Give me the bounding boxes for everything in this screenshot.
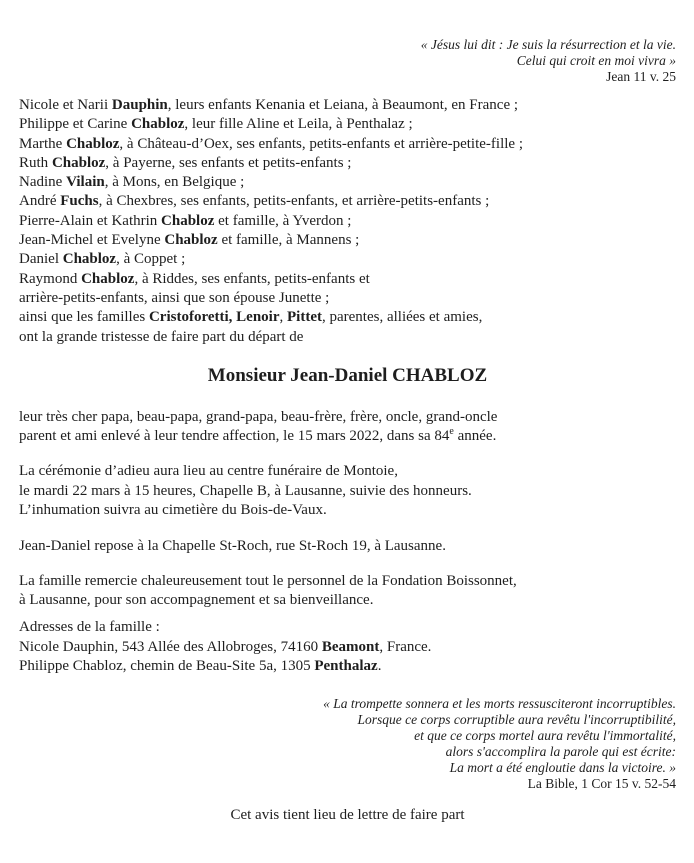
quote-reference: Jean 11 v. 25 (606, 69, 676, 84)
repose-line: Jean-Daniel repose à la Chapelle St-Roch, rue St-Roch 19, à Lausanne. (19, 538, 446, 555)
family-line: Ruth Chabloz, à Payerne, ses enfants et petits-enfants ; (19, 154, 352, 171)
quote-reference: La Bible, 1 Cor 15 v. 52-54 (527, 776, 676, 792)
family-line: Raymond Chabloz, à Riddes, ses enfants, petits-enfants et (19, 270, 370, 287)
scripture-quote-bottom (19, 696, 676, 792)
quote-line: « Jésus lui dit : Je suis la résurrection et la vie. (420, 37, 676, 52)
family-list (19, 96, 676, 347)
ceremony-line: La cérémonie d’adieu aura lieu au centre funéraire de Montoie, (19, 463, 398, 480)
addresses-section (19, 618, 676, 676)
family-line: Pierre-Alain et Kathrin Chabloz et famille, à Yverdon ; (19, 212, 352, 229)
quote-line: alors s'accomplira la parole qui est écrite: (445, 744, 676, 760)
ceremony-line: L’inhumation suivra au cimetière du Bois-de-Vaux. (19, 502, 327, 519)
intro-line: parent et ami enlevé à leur tendre affection, le 15 mars 2022, dans sa 84e année. (19, 426, 497, 445)
family-line: Nicole et Narii Dauphin, leurs enfants Kenania et Leiana, à Beaumont, en France ; (19, 97, 519, 113)
ceremony-line: le mardi 22 mars à 15 heures, Chapelle B, à Lausanne, suivie des honneurs. (19, 482, 472, 499)
family-line: Jean-Michel et Evelyne Chabloz et famille, à Mannens ; (19, 232, 360, 249)
thanks-paragraph (19, 572, 676, 611)
intro-paragraph (19, 408, 676, 447)
family-line: Philippe et Carine Chabloz, leur fille Aline et Leila, à Penthalaz ; (19, 116, 413, 133)
quote-line: Celui qui croit en moi vivra » (516, 53, 676, 68)
deceased-name-title: Monsieur Jean-Daniel CHABLOZ (207, 364, 488, 386)
quote-line: « La trompette sonnera et les morts ressusciteront incorruptibles. (323, 696, 676, 712)
family-line: Nadine Vilain, à Mons, en Belgique ; (19, 174, 245, 191)
quote-line: et que ce corps mortel aura revêtu l'immortalité, (414, 728, 676, 744)
address-line: Philippe Chabloz, chemin de Beau-Site 5a, 1305 Penthalaz. (19, 657, 382, 674)
family-line: André Fuchs, à Chexbres, ses enfants, petits-enfants, et arrière-petits-enfants ; (19, 193, 490, 210)
footer-note: Cet avis tient lieu de lettre de faire part (230, 807, 465, 824)
scripture-quote-top (19, 0, 676, 85)
family-line: arrière-petits-enfants, ainsi que son épouse Junette ; (19, 289, 330, 306)
addresses-label: Adresses de la famille : (19, 619, 160, 636)
quote-line: La mort a été engloutie dans la victoire. » (449, 760, 676, 776)
ceremony-paragraph (19, 462, 676, 520)
thanks-line: à Lausanne, pour son accompagnement et sa bienveillance. (19, 591, 374, 608)
family-line: ont la grande tristesse de faire part du départ de (19, 328, 304, 345)
quote-line: Lorsque ce corps corruptible aura revêtu l'incorruptibilité, (357, 712, 676, 728)
intro-line: leur très cher papa, beau-papa, grand-papa, beau-frère, frère, oncle, grand-oncle (19, 408, 498, 425)
family-line: ainsi que les familles Cristoforetti, Lenoir, Pittet, parentes, alliées et amies, (19, 309, 483, 326)
address-line: Nicole Dauphin, 543 Allée des Allobroges, 74160 Beamont, France. (19, 638, 432, 655)
family-line: Marthe Chabloz, à Château-d’Oex, ses enfants, petits-enfants et arrière-petite-fille ; (19, 135, 523, 152)
family-line: Daniel Chabloz, à Coppet ; (19, 251, 186, 268)
thanks-line: La famille remercie chaleureusement tout le personnel de la Fondation Boissonnet, (19, 572, 517, 589)
